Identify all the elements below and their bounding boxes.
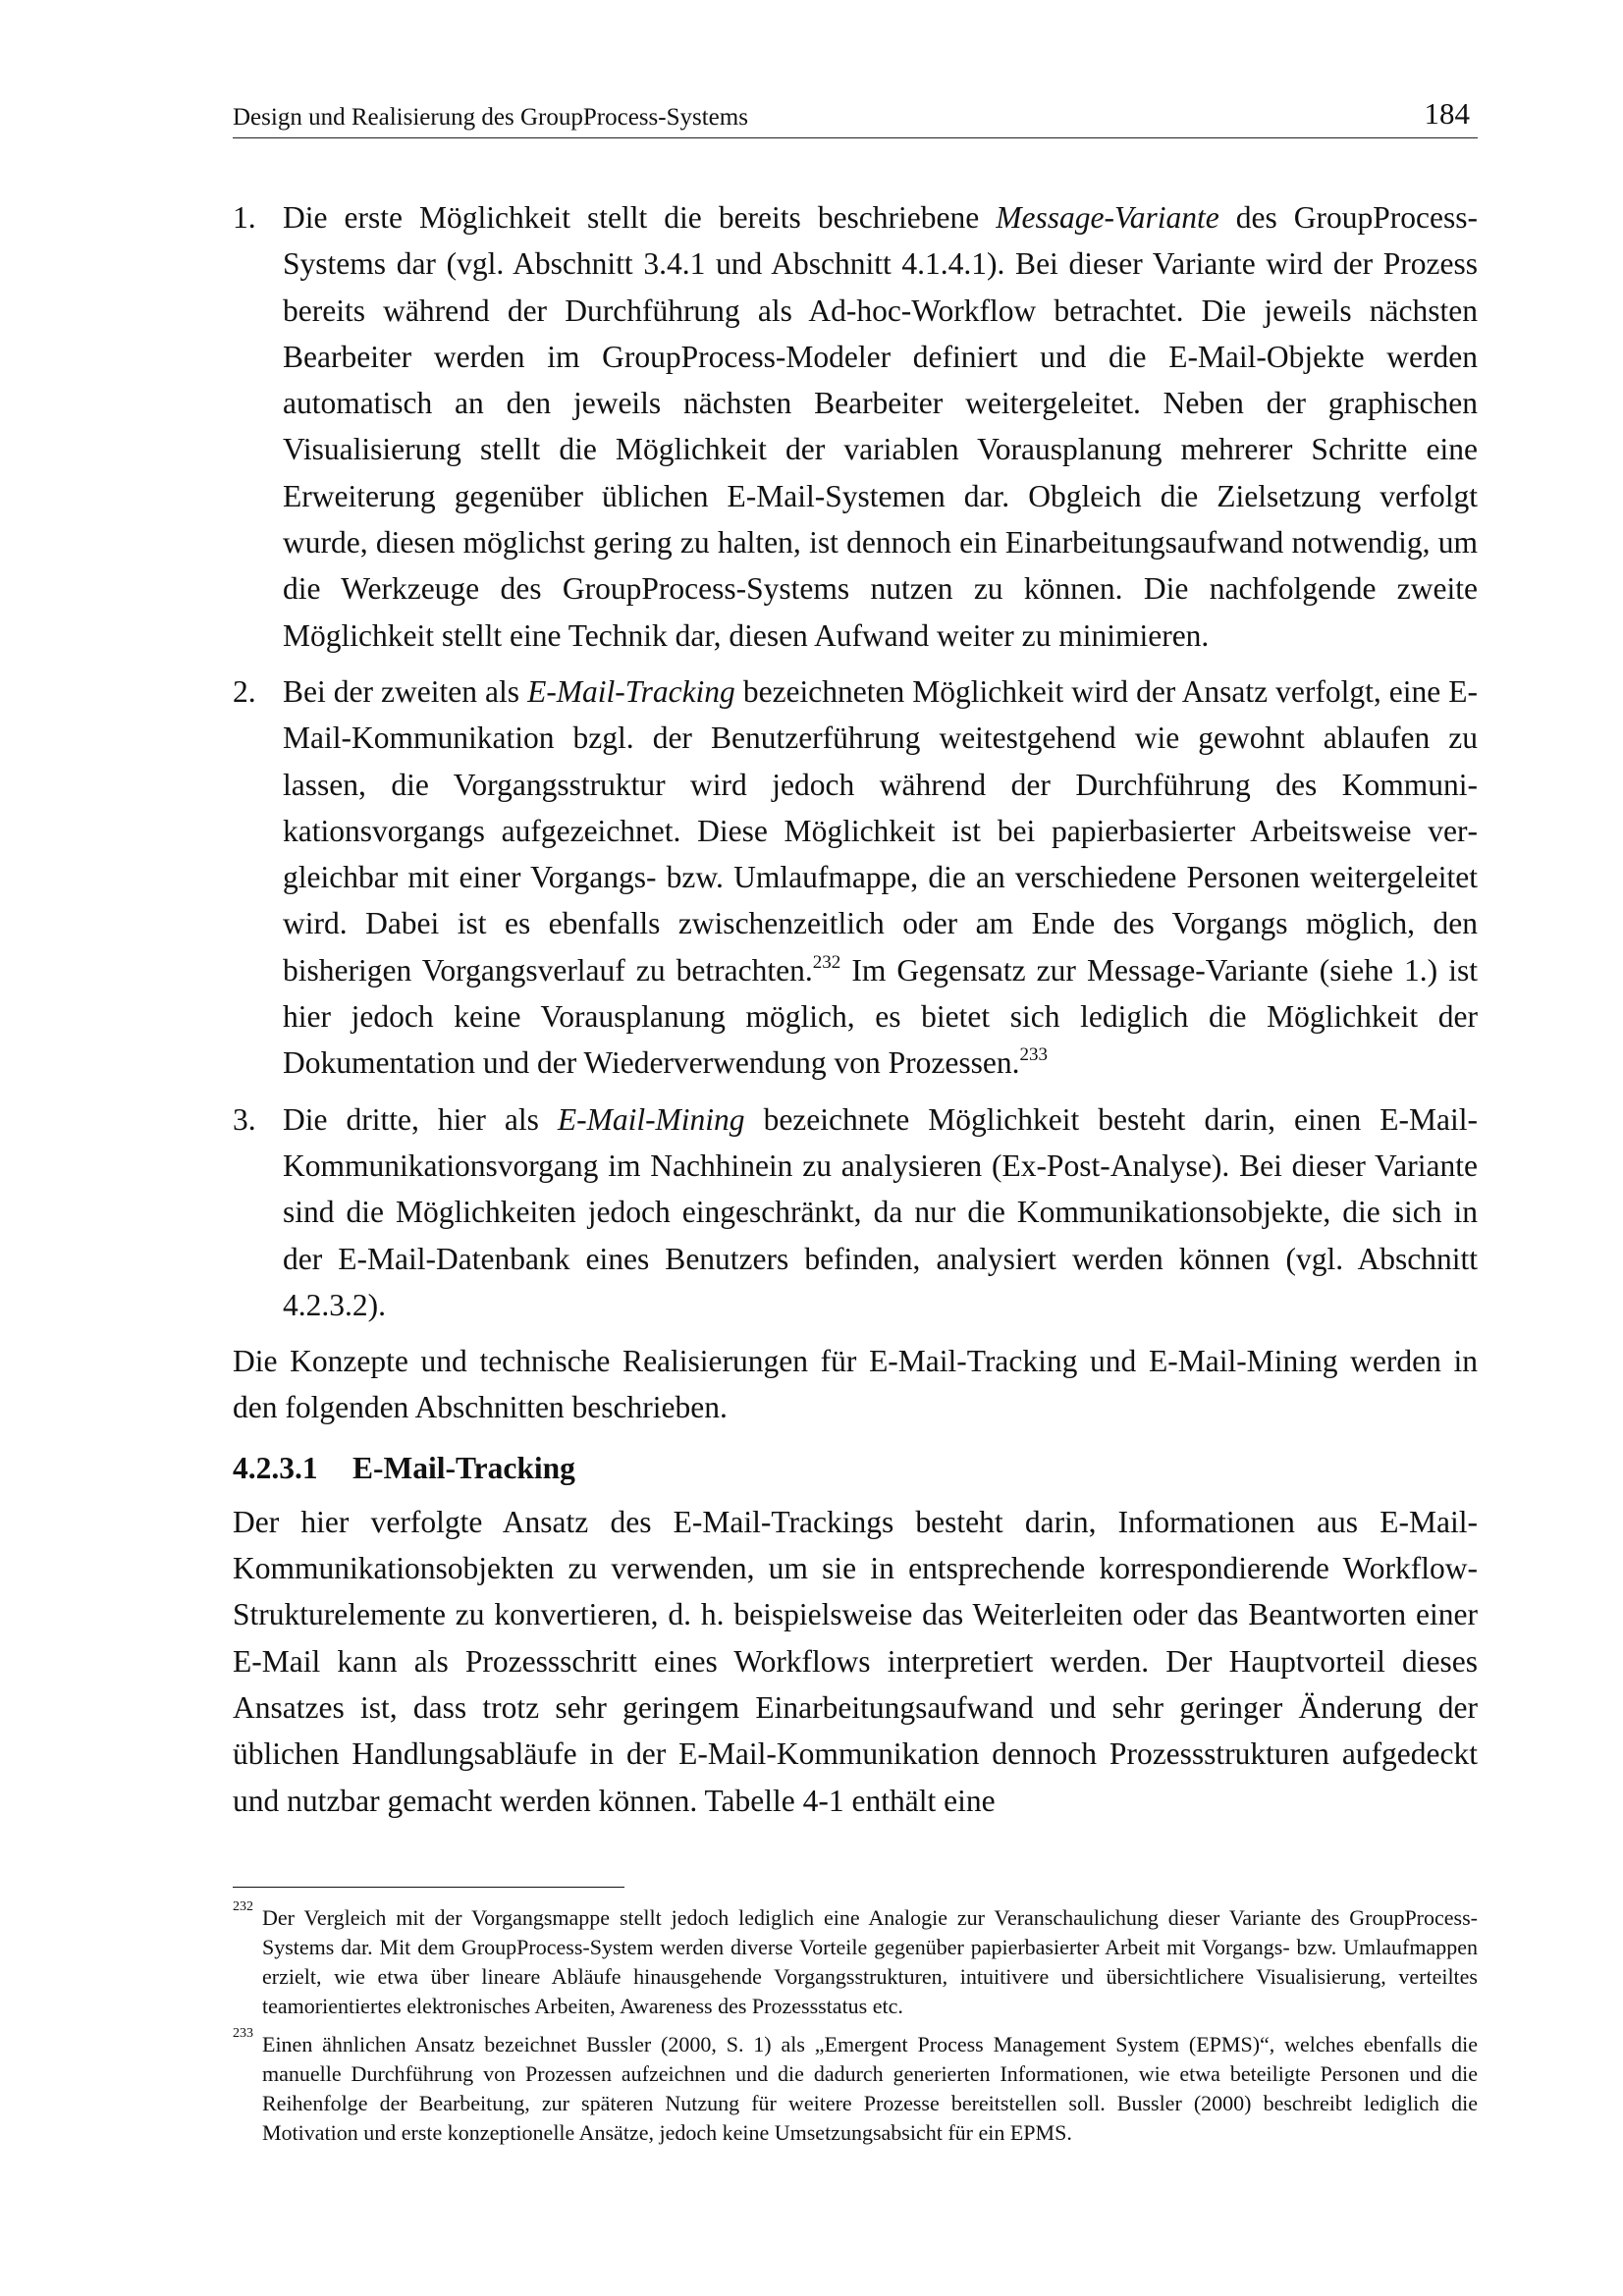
text-run: bezeichnete Möglichkeit besteht darin, einen E-Mail-Kommunikationsvorgang im Nachhinein zu analysieren (Ex-Post-Analyse). Bei dieser Variante sind die Möglichkeiten jedoch eingeschränkt, da nur die Kommunikationsobjekte, die sich in der E-Mail-Datenbank eines Benutzers befinden, analysiert werden können (vgl. Abschnitt 4.2.3.2). <box>283 1101 1478 1322</box>
footnote-text: Der Vergleich mit der Vorgangsmappe stellt jedoch lediglich eine Analogie zur Veranschaulichung dieser Variante des GroupProcess-Systems dar. Mit dem GroupProcess-System werden diverse Vorteile gegenüber papierbasierter Arbeit mit Vorgangs- bzw. Umlaufmappen erzielt, wie etwa über lineare Abläufe hinausgehende Vorgangsstrukturen, intuitivere und übersichtlichere Visualisierung, verteiltes teamorientiertes elektronisches Arbeiten, Awareness des Prozessstatus etc. <box>262 1905 1478 2018</box>
section-title: E-Mail-Tracking <box>352 1450 575 1485</box>
footnote-number: 233 <box>233 2026 253 2041</box>
section-number: 4.2.3.1 <box>233 1450 318 1485</box>
list-item-3 <box>233 1096 1478 1328</box>
footnotes <box>233 1887 1478 2157</box>
text-run: Die erste Möglichkeit stellt die bereits beschriebene <box>283 200 997 235</box>
footnote-reference[interactable]: 232 <box>812 951 841 973</box>
footnote-text: Einen ähnlichen Ansatz bezeichnet Bussler (2000, S. 1) als „Emergent Process Management System (EPMS)“, welches ebenfalls die manuelle Durchführung von Prozessen aufzeichnen und die dadurch generierten Informationen, wie etwa beteiligte Personen und die Reihenfolge der Bearbeitung, zur späteren Nutzung für weitere Prozesse bereitstellen soll. Bussler (2000) beschreibt lediglich die Motivation und erste konzeptionelle Ansätze, jedoch keine Umsetzungsabsicht für ein EPMS. <box>262 2032 1478 2145</box>
section-heading <box>233 1445 1478 1491</box>
footnote-number: 232 <box>233 1899 253 1914</box>
list-item-text <box>283 1096 1478 1328</box>
summary-paragraph: Die Konzepte und technische Realisierungen für E-Mail-Tracking und E-Mail-Mining werden in den folgenden Abschnitten beschrieben. <box>233 1344 1478 1425</box>
list-item-text <box>283 668 1478 1087</box>
section-paragraph: Der hier verfolgte Ansatz des E-Mail-Trackings besteht darin, Informationen aus E-Mail-Kommunikationsobjekten zu verwenden, um sie in entsprechende korrespondierende Workflow-Strukturelemente zu konvertieren, d. h. beispielsweise das Weiterleiten oder das Beantworten einer E-Mail kann als Prozessschritt eines Workflows interpretiert werden. Der Hauptvorteil dieses Ansatzes ist, dass trotz sehr geringem Einarbeitungsaufwand und sehr geringer Änderung der üblichen Handlungsabläufe in der E-Mail-Kommunikation dennoch Prozessstrukturen aufgedeckt und nutzbar gemacht werden können. Tabelle 4-1 enthält eine <box>233 1504 1478 1818</box>
list-number: 3. <box>233 1101 256 1137</box>
header-title: Design und Realisierung des GroupProcess-Systems <box>233 104 748 131</box>
page-number: 184 <box>1424 96 1470 131</box>
running-header <box>233 98 1478 138</box>
text-run: bezeichneten Möglichkeit wird der Ansatz verfolgt, eine E-Mail-Kommunikation bzgl. der Benutzerführung weitestgehend wie gewohnt ablaufen zu lassen, die Vorgangsstruktur wird jedoch während der Durchführung des Kommunikationsvorgangs aufgezeichnet. Diese Möglichkeit ist bei papierbasierter Arbeitsweise vergleichbar mit einer Vorgangs- bzw. Umlaufmappe, die an verschiedene Personen weitergeleitet wird. Dabei ist es ebenfalls zwischenzeitlich oder am Ende des Vorgangs möglich, den bisherigen Vorgangsverlauf zu betrachten. <box>283 673 1478 988</box>
text-run: Im Gegensatz zur Message-Variante (siehe 1.) ist hier jedoch keine Vorausplanung möglich, es bietet sich lediglich die Möglichkeit der Dokumentation und der Wiederverwendung von Prozessen. <box>283 952 1478 1081</box>
list-item-text <box>283 194 1478 659</box>
emphasized-term: Message-Variante <box>996 200 1219 235</box>
text-run: Die dritte, hier als <box>283 1101 558 1137</box>
main-text <box>233 194 1478 1824</box>
footnote-divider <box>233 1887 624 1888</box>
emphasized-term: E-Mail-Tracking <box>527 673 735 709</box>
footnote-232 <box>233 1899 1478 2021</box>
list-item-1 <box>233 194 1478 659</box>
footnote-233 <box>233 2026 1478 2148</box>
list-number: 1. <box>233 200 256 235</box>
footnote-reference[interactable]: 233 <box>1019 1044 1048 1066</box>
text-run: des GroupProcess-Systems dar (vgl. Abschnitt 3.4.1 und Abschnitt 4.1.4.1). Bei dieser Variante wird der Prozess bereits während der Durchführung als Ad-hoc-Workflow betrachtet. Die jeweils nächsten Bearbeiter werden im GroupProcess-Modeler definiert und die E-Mail-Objekte werden automatisch an den jeweils nächsten Bearbeiter weitergeleitet. Neben der graphischen Visualisierung stellt die Möglichkeit der variablen Vorausplanung mehrerer Schritte eine Erweiterung gegenüber üblichen E-Mail-Systemen dar. Obgleich die Zielsetzung verfolgt wurde, diesen möglichst gering zu halten, ist dennoch ein Einarbeitungsaufwand notwendig, um die Werkzeuge des GroupProcess-Systems nutzen zu können. Die nachfolgende zweite Möglichkeit stellt eine Technik dar, diesen Aufwand weiter zu minimieren. <box>283 200 1478 653</box>
list-item-2 <box>233 668 1478 1087</box>
text-run: Bei der zweiten als <box>283 673 528 709</box>
emphasized-term: E-Mail-Mining <box>557 1101 745 1137</box>
list-number: 2. <box>233 673 256 709</box>
